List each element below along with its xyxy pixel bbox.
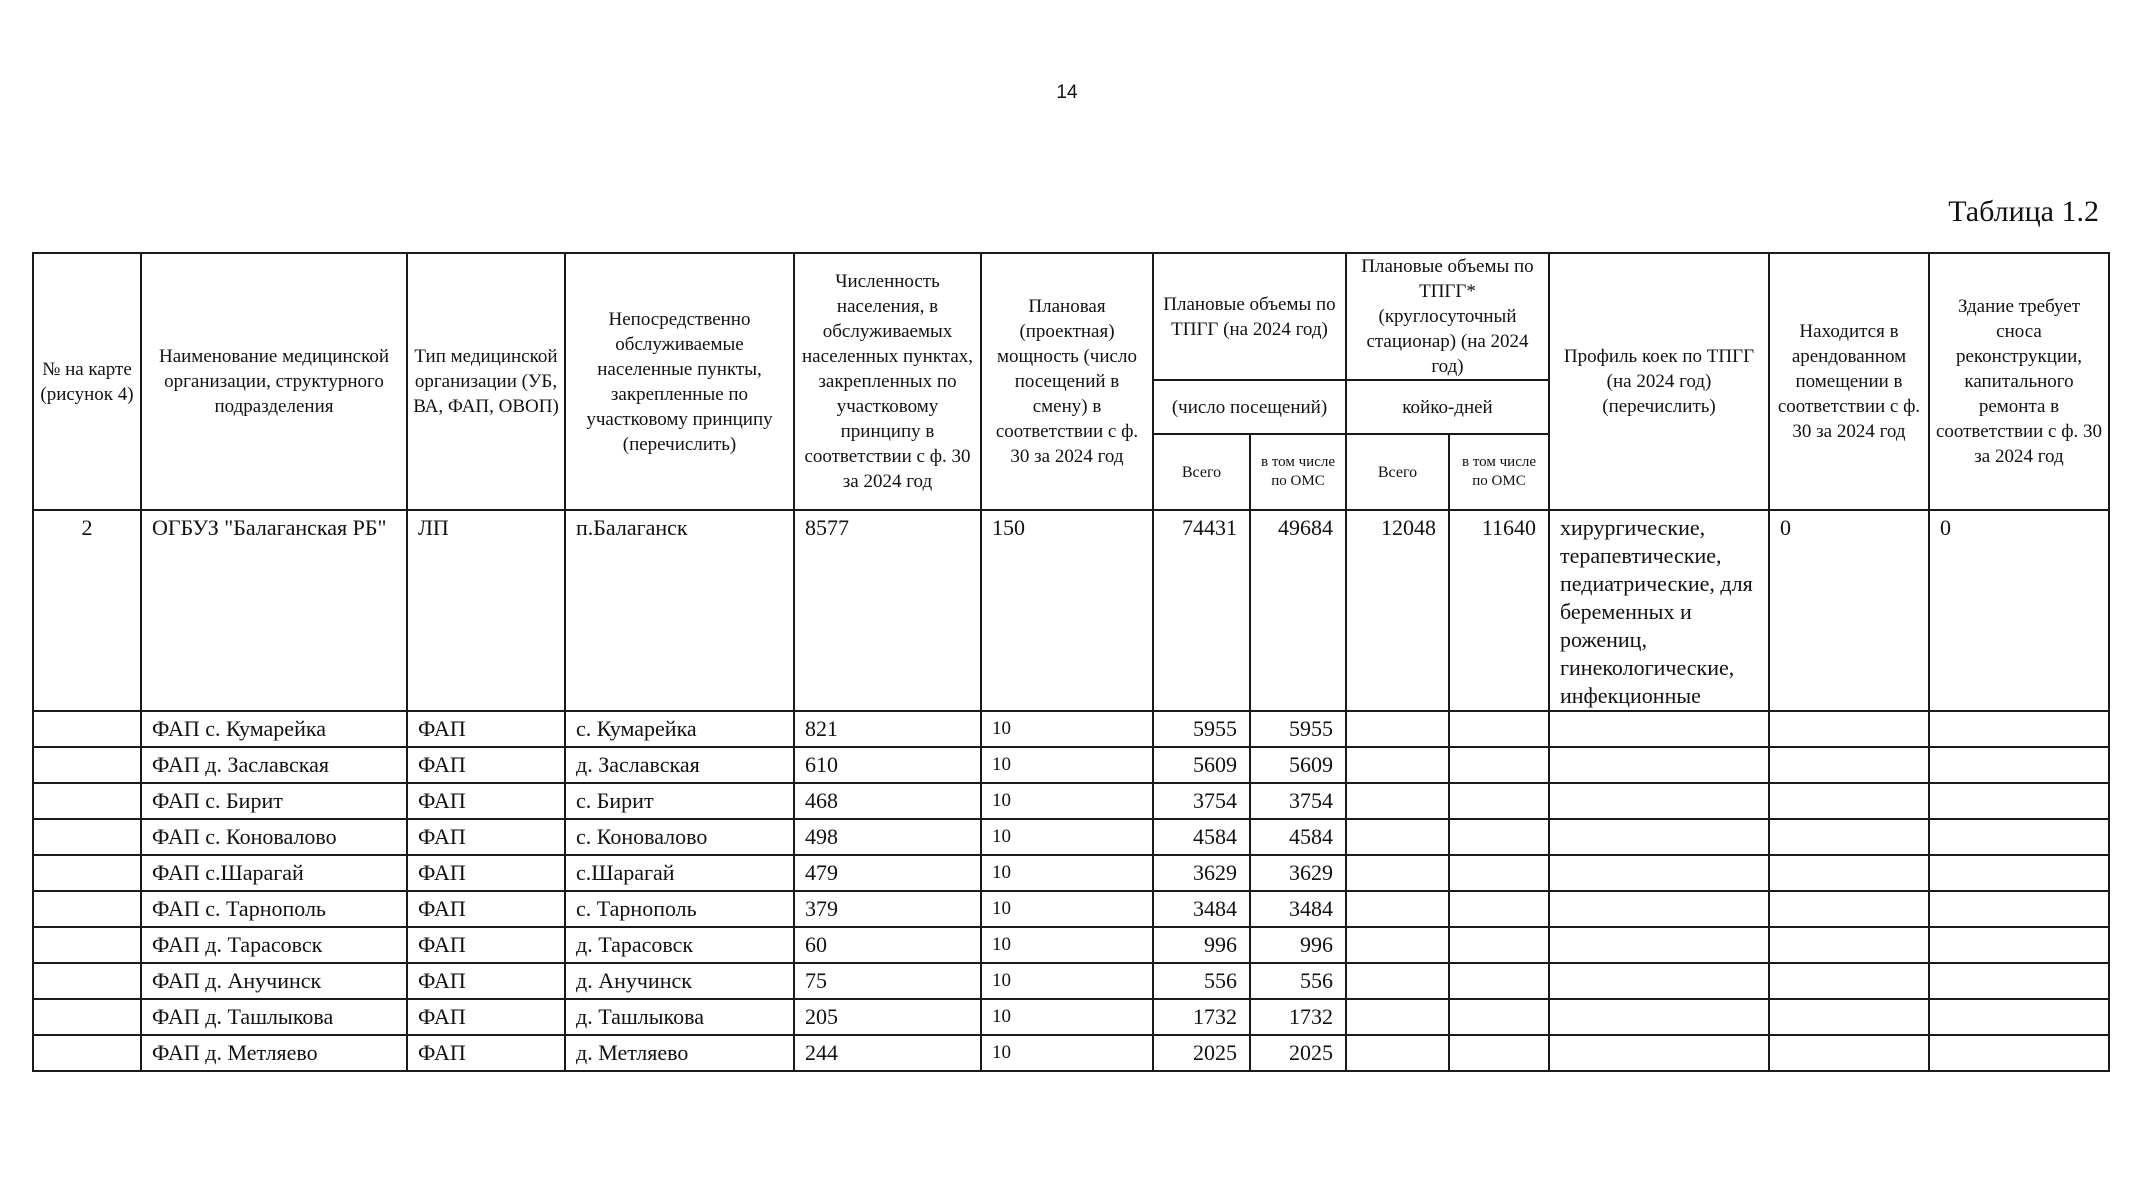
cell-map-no: [33, 927, 141, 963]
cell-visits-total: 3754: [1153, 783, 1250, 819]
cell-map-no: [33, 963, 141, 999]
cell-beds-total: [1346, 963, 1449, 999]
cell-org-type: ФАП: [407, 927, 565, 963]
cell-org-type: ЛП: [407, 510, 565, 711]
cell-visits-oms: 5609: [1250, 747, 1346, 783]
header-map-no: № на карте (рисунок 4): [33, 253, 141, 510]
cell-settlement: д. Метляево: [565, 1035, 794, 1071]
cell-population: 479: [794, 855, 981, 891]
cell-bed-profile: [1549, 1035, 1769, 1071]
cell-settlement: с. Тарнополь: [565, 891, 794, 927]
header-beds-total: Всего: [1346, 434, 1449, 510]
cell-rented: [1769, 855, 1929, 891]
cell-beds-oms: [1449, 999, 1549, 1035]
header-beds-oms: в том числе по ОМС: [1449, 434, 1549, 510]
cell-population: 821: [794, 711, 981, 747]
cell-demolition: [1929, 711, 2109, 747]
header-settlements: Непосредственно обслуживаемые населенные пункты, закрепленные по участковому принципу (перечислить): [565, 253, 794, 510]
cell-org-type: ФАП: [407, 819, 565, 855]
header-population: Численность населения, в обслуживаемых населенных пунктах, закрепленных по участковому принципу в соответствии с ф. 30 за 2024 год: [794, 253, 981, 510]
cell-capacity: 10: [981, 963, 1153, 999]
cell-visits-oms: 556: [1250, 963, 1346, 999]
cell-visits-oms: 2025: [1250, 1035, 1346, 1071]
cell-beds-oms: [1449, 819, 1549, 855]
cell-visits-total: 5609: [1153, 747, 1250, 783]
cell-org-name: ФАП д. Тарасовск: [141, 927, 407, 963]
cell-capacity: 10: [981, 927, 1153, 963]
cell-population: 498: [794, 819, 981, 855]
cell-beds-oms: [1449, 963, 1549, 999]
table-row: [33, 783, 2109, 819]
cell-population: 205: [794, 999, 981, 1035]
cell-beds-total: [1346, 783, 1449, 819]
cell-beds-oms: [1449, 891, 1549, 927]
cell-settlement: с. Коновалово: [565, 819, 794, 855]
header-tpgg-volumes: Плановые объемы по ТПГГ (на 2024 год): [1153, 253, 1346, 380]
cell-visits-total: 74431: [1153, 510, 1250, 711]
cell-beds-oms: [1449, 927, 1549, 963]
cell-visits-total: 556: [1153, 963, 1250, 999]
cell-demolition: [1929, 1035, 2109, 1071]
cell-population: 75: [794, 963, 981, 999]
cell-map-no: 2: [33, 510, 141, 711]
cell-demolition: [1929, 999, 2109, 1035]
cell-org-type: ФАП: [407, 747, 565, 783]
header-bed-days: койко-дней: [1346, 380, 1549, 434]
cell-map-no: [33, 1035, 141, 1071]
cell-settlement: д. Анучинск: [565, 963, 794, 999]
cell-population: 60: [794, 927, 981, 963]
cell-demolition: [1929, 819, 2109, 855]
cell-bed-profile: [1549, 855, 1769, 891]
header-org-name: Наименование медицинской организации, структурного подразделения: [141, 253, 407, 510]
cell-demolition: [1929, 747, 2109, 783]
cell-org-type: ФАП: [407, 711, 565, 747]
cell-settlement: с. Кумарейка: [565, 711, 794, 747]
table-row: [33, 963, 2109, 999]
cell-capacity: 10: [981, 1035, 1153, 1071]
cell-bed-profile: [1549, 783, 1769, 819]
cell-rented: [1769, 999, 1929, 1035]
header-demolition: Здание требует сноса реконструкции, капитального ремонта в соответствии с ф. 30 за 2024 год: [1929, 253, 2109, 510]
cell-map-no: [33, 783, 141, 819]
cell-visits-oms: 4584: [1250, 819, 1346, 855]
cell-capacity: 10: [981, 711, 1153, 747]
table-row: [33, 711, 2109, 747]
cell-capacity: 150: [981, 510, 1153, 711]
cell-visits-total: 1732: [1153, 999, 1250, 1035]
cell-visits-oms: 3484: [1250, 891, 1346, 927]
cell-beds-oms: [1449, 1035, 1549, 1071]
cell-beds-oms: 11640: [1449, 510, 1549, 711]
cell-map-no: [33, 999, 141, 1035]
cell-capacity: 10: [981, 999, 1153, 1035]
cell-map-no: [33, 819, 141, 855]
cell-demolition: [1929, 891, 2109, 927]
header-bed-profile: Профиль коек по ТПГГ (на 2024 год) (перечислить): [1549, 253, 1769, 510]
cell-bed-profile: [1549, 819, 1769, 855]
cell-map-no: [33, 891, 141, 927]
cell-org-name: ФАП д. Заславская: [141, 747, 407, 783]
cell-org-name: ФАП с. Тарнополь: [141, 891, 407, 927]
cell-capacity: 10: [981, 783, 1153, 819]
cell-capacity: 10: [981, 891, 1153, 927]
cell-bed-profile: [1549, 711, 1769, 747]
cell-beds-total: [1346, 747, 1449, 783]
cell-org-name: ОГБУЗ "Балаганская РБ": [141, 510, 407, 711]
cell-visits-total: 5955: [1153, 711, 1250, 747]
header-visits: (число посещений): [1153, 380, 1346, 434]
cell-beds-total: [1346, 1035, 1449, 1071]
cell-bed-profile: [1549, 891, 1769, 927]
facilities-table: [32, 252, 2110, 1072]
cell-map-no: [33, 711, 141, 747]
cell-demolition: [1929, 963, 2109, 999]
cell-beds-total: [1346, 891, 1449, 927]
cell-org-type: ФАП: [407, 1035, 565, 1071]
cell-beds-total: [1346, 927, 1449, 963]
cell-settlement: п.Балаганск: [565, 510, 794, 711]
header-rented: Находится в арендованном помещении в соответствии с ф. 30 за 2024 год: [1769, 253, 1929, 510]
cell-map-no: [33, 747, 141, 783]
cell-visits-total: 4584: [1153, 819, 1250, 855]
cell-beds-oms: [1449, 747, 1549, 783]
cell-org-name: ФАП д. Метляево: [141, 1035, 407, 1071]
cell-org-type: ФАП: [407, 999, 565, 1035]
cell-population: 8577: [794, 510, 981, 711]
header-visits-total: Всего: [1153, 434, 1250, 510]
cell-org-type: ФАП: [407, 855, 565, 891]
cell-settlement: с. Бирит: [565, 783, 794, 819]
cell-org-name: ФАП с.Шарагай: [141, 855, 407, 891]
cell-rented: [1769, 711, 1929, 747]
cell-demolition: [1929, 855, 2109, 891]
cell-visits-total: 3484: [1153, 891, 1250, 927]
cell-rented: [1769, 963, 1929, 999]
table-row: [33, 855, 2109, 891]
cell-org-type: ФАП: [407, 963, 565, 999]
cell-demolition: [1929, 783, 2109, 819]
cell-rented: [1769, 783, 1929, 819]
cell-capacity: 10: [981, 747, 1153, 783]
page-number: 14: [1056, 82, 1078, 103]
cell-capacity: 10: [981, 855, 1153, 891]
cell-visits-oms: 3754: [1250, 783, 1346, 819]
cell-map-no: [33, 855, 141, 891]
cell-visits-total: 3629: [1153, 855, 1250, 891]
cell-bed-profile: [1549, 963, 1769, 999]
cell-settlement: с.Шарагай: [565, 855, 794, 891]
cell-visits-oms: 1732: [1250, 999, 1346, 1035]
cell-rented: 0: [1769, 510, 1929, 711]
cell-org-name: ФАП д. Анучинск: [141, 963, 407, 999]
cell-bed-profile: хирургические, терапевтические, педиатрические, для беременных и рожениц, гинекологические, инфекционные: [1549, 510, 1769, 711]
cell-demolition: 0: [1929, 510, 2109, 711]
cell-bed-profile: [1549, 747, 1769, 783]
cell-rented: [1769, 747, 1929, 783]
cell-visits-total: 996: [1153, 927, 1250, 963]
table-row: [33, 510, 2109, 711]
cell-population: 244: [794, 1035, 981, 1071]
table-row: [33, 927, 2109, 963]
cell-org-name: ФАП с. Бирит: [141, 783, 407, 819]
cell-visits-oms: 5955: [1250, 711, 1346, 747]
table-row: [33, 747, 2109, 783]
cell-visits-oms: 996: [1250, 927, 1346, 963]
cell-population: 379: [794, 891, 981, 927]
header-tpgg-hospital: Плановые объемы по ТПГГ* (круглосуточный стационар) (на 2024 год): [1346, 253, 1549, 380]
cell-population: 610: [794, 747, 981, 783]
cell-beds-total: [1346, 999, 1449, 1035]
cell-org-name: ФАП д. Ташлыкова: [141, 999, 407, 1035]
cell-settlement: д. Ташлыкова: [565, 999, 794, 1035]
cell-rented: [1769, 927, 1929, 963]
cell-beds-oms: [1449, 855, 1549, 891]
cell-beds-total: [1346, 711, 1449, 747]
cell-visits-oms: 3629: [1250, 855, 1346, 891]
cell-rented: [1769, 1035, 1929, 1071]
cell-org-name: ФАП с. Коновалово: [141, 819, 407, 855]
cell-settlement: д. Тарасовск: [565, 927, 794, 963]
cell-org-type: ФАП: [407, 783, 565, 819]
table-row: [33, 819, 2109, 855]
cell-org-name: ФАП с. Кумарейка: [141, 711, 407, 747]
table-row: [33, 999, 2109, 1035]
cell-visits-total: 2025: [1153, 1035, 1250, 1071]
cell-beds-total: [1346, 855, 1449, 891]
cell-settlement: д. Заславская: [565, 747, 794, 783]
header-org-type: Тип медицинской организации (УБ, ВА, ФАП, ОВОП): [407, 253, 565, 510]
cell-beds-oms: [1449, 711, 1549, 747]
cell-bed-profile: [1549, 927, 1769, 963]
cell-bed-profile: [1549, 999, 1769, 1035]
cell-population: 468: [794, 783, 981, 819]
cell-rented: [1769, 891, 1929, 927]
table-row: [33, 891, 2109, 927]
cell-beds-total: 12048: [1346, 510, 1449, 711]
cell-beds-total: [1346, 819, 1449, 855]
cell-rented: [1769, 819, 1929, 855]
cell-visits-oms: 49684: [1250, 510, 1346, 711]
cell-capacity: 10: [981, 819, 1153, 855]
cell-org-type: ФАП: [407, 891, 565, 927]
header-capacity: Плановая (проектная) мощность (число посещений в смену) в соответствии с ф. 30 за 2024 год: [981, 253, 1153, 510]
cell-beds-oms: [1449, 783, 1549, 819]
header-visits-oms: в том числе по ОМС: [1250, 434, 1346, 510]
cell-demolition: [1929, 927, 2109, 963]
table-caption: Таблица 1.2: [1948, 195, 2099, 228]
table-row: [33, 1035, 2109, 1071]
